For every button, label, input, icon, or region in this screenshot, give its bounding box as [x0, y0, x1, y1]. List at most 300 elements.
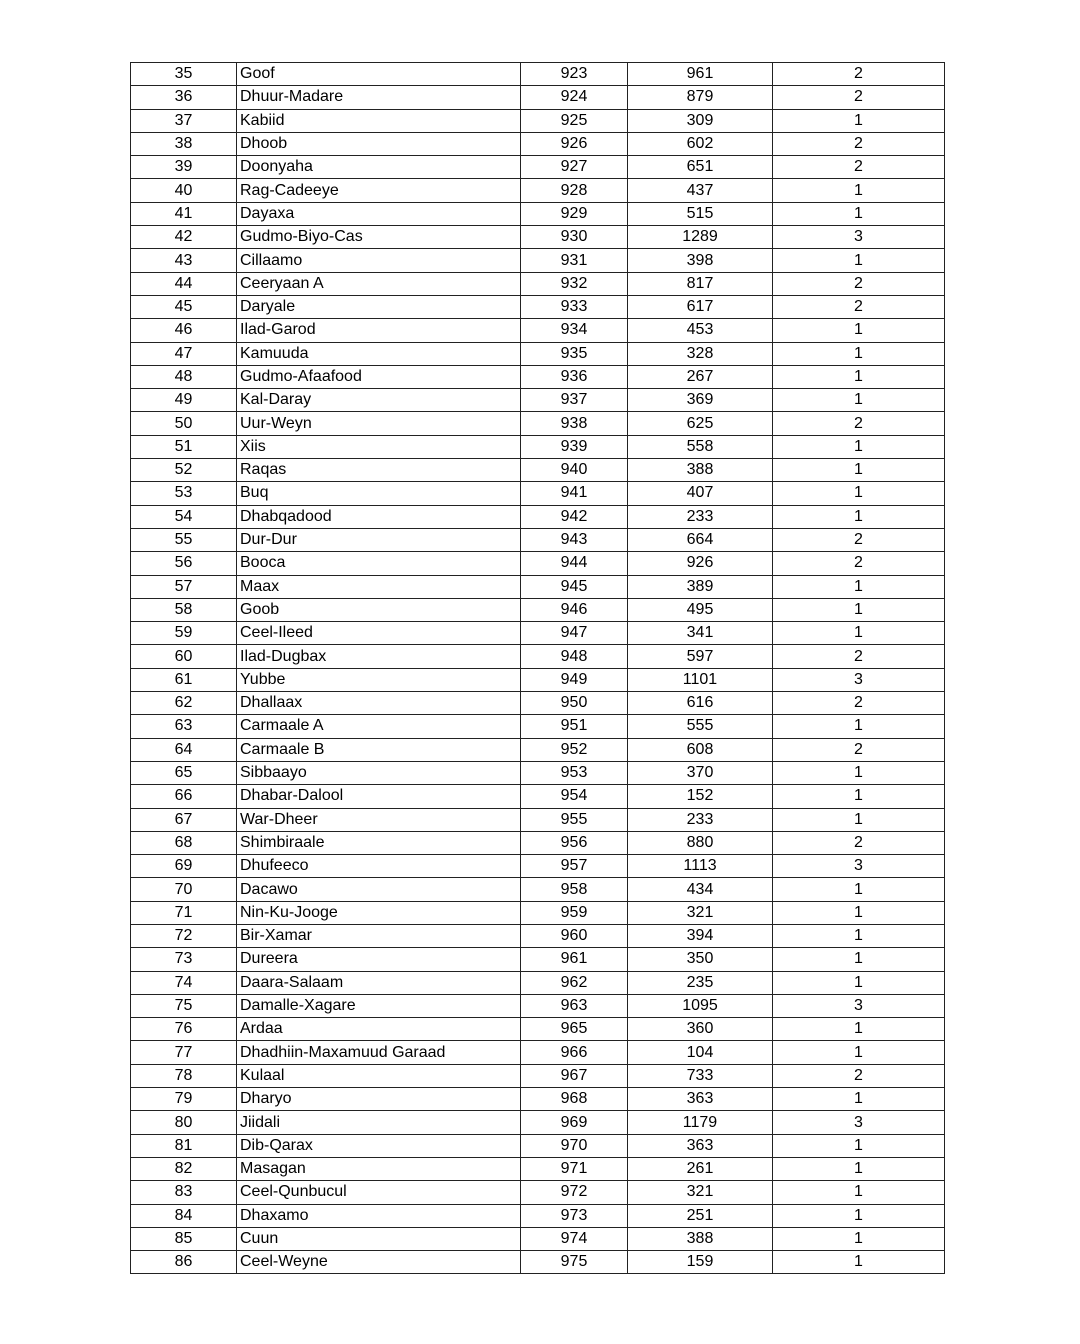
row-number-cell: 41: [131, 202, 237, 225]
location-name-cell: Xiis: [237, 435, 521, 458]
table-row: [131, 808, 945, 831]
code-cell: 957: [521, 855, 628, 878]
row-number-cell: 47: [131, 342, 237, 365]
category-cell: 3: [773, 1111, 945, 1134]
category-cell: 1: [773, 971, 945, 994]
count-cell: 251: [628, 1204, 773, 1227]
category-cell: 1: [773, 1157, 945, 1180]
row-number-cell: 74: [131, 971, 237, 994]
category-cell: 1: [773, 342, 945, 365]
code-cell: 928: [521, 179, 628, 202]
category-cell: 2: [773, 692, 945, 715]
count-cell: 617: [628, 295, 773, 318]
category-cell: 1: [773, 761, 945, 784]
category-cell: 2: [773, 295, 945, 318]
row-number-cell: 45: [131, 295, 237, 318]
count-cell: 360: [628, 1018, 773, 1041]
code-cell: 926: [521, 132, 628, 155]
code-cell: 933: [521, 295, 628, 318]
code-cell: 948: [521, 645, 628, 668]
code-cell: 924: [521, 86, 628, 109]
row-number-cell: 67: [131, 808, 237, 831]
code-cell: 963: [521, 994, 628, 1017]
count-cell: 341: [628, 622, 773, 645]
count-cell: 388: [628, 459, 773, 482]
location-name-cell: Gudmo-Biyo-Cas: [237, 226, 521, 249]
location-name-cell: Doonyaha: [237, 156, 521, 179]
row-number-cell: 76: [131, 1018, 237, 1041]
table-row: [131, 831, 945, 854]
table-row: [131, 598, 945, 621]
row-number-cell: 39: [131, 156, 237, 179]
location-name-cell: Gudmo-Afaafood: [237, 365, 521, 388]
row-number-cell: 86: [131, 1251, 237, 1274]
table-row: [131, 1111, 945, 1134]
category-cell: 1: [773, 1134, 945, 1157]
table-row: [131, 528, 945, 551]
category-cell: 2: [773, 86, 945, 109]
category-cell: 2: [773, 132, 945, 155]
code-cell: 939: [521, 435, 628, 458]
count-cell: 453: [628, 319, 773, 342]
count-cell: 651: [628, 156, 773, 179]
code-cell: 944: [521, 552, 628, 575]
table-row: [131, 575, 945, 598]
table-row: [131, 1018, 945, 1041]
table-row: [131, 202, 945, 225]
location-name-cell: Dur-Dur: [237, 528, 521, 551]
location-name-cell: Uur-Weyn: [237, 412, 521, 435]
code-cell: 946: [521, 598, 628, 621]
category-cell: 2: [773, 272, 945, 295]
table-row: [131, 785, 945, 808]
row-number-cell: 75: [131, 994, 237, 1017]
table-row: [131, 295, 945, 318]
code-cell: 971: [521, 1157, 628, 1180]
table-row: [131, 971, 945, 994]
count-cell: 388: [628, 1227, 773, 1250]
table-row: [131, 109, 945, 132]
category-cell: 2: [773, 831, 945, 854]
code-cell: 965: [521, 1018, 628, 1041]
count-cell: 398: [628, 249, 773, 272]
table-row: [131, 668, 945, 691]
count-cell: 1179: [628, 1111, 773, 1134]
code-cell: 968: [521, 1088, 628, 1111]
row-number-cell: 80: [131, 1111, 237, 1134]
category-cell: 1: [773, 1018, 945, 1041]
row-number-cell: 78: [131, 1064, 237, 1087]
count-cell: 879: [628, 86, 773, 109]
row-number-cell: 69: [131, 855, 237, 878]
row-number-cell: 53: [131, 482, 237, 505]
code-cell: 959: [521, 901, 628, 924]
category-cell: 1: [773, 435, 945, 458]
location-name-cell: Dhuur-Madare: [237, 86, 521, 109]
count-cell: 309: [628, 109, 773, 132]
table-row: [131, 878, 945, 901]
table-row: [131, 1181, 945, 1204]
count-cell: 369: [628, 389, 773, 412]
code-cell: 947: [521, 622, 628, 645]
count-cell: 389: [628, 575, 773, 598]
table-row: [131, 715, 945, 738]
row-number-cell: 81: [131, 1134, 237, 1157]
row-number-cell: 37: [131, 109, 237, 132]
location-name-cell: Dhallaax: [237, 692, 521, 715]
location-name-cell: Cuun: [237, 1227, 521, 1250]
location-name-cell: War-Dheer: [237, 808, 521, 831]
category-cell: 1: [773, 249, 945, 272]
row-number-cell: 63: [131, 715, 237, 738]
location-name-cell: Dhadhiin-Maxamuud Garaad: [237, 1041, 521, 1064]
code-cell: 970: [521, 1134, 628, 1157]
code-cell: 953: [521, 761, 628, 784]
table-row: [131, 482, 945, 505]
count-cell: 961: [628, 63, 773, 86]
count-cell: 159: [628, 1251, 773, 1274]
location-name-cell: Kabiid: [237, 109, 521, 132]
row-number-cell: 54: [131, 505, 237, 528]
row-number-cell: 49: [131, 389, 237, 412]
category-cell: 1: [773, 924, 945, 947]
row-number-cell: 38: [131, 132, 237, 155]
location-name-cell: Shimbiraale: [237, 831, 521, 854]
row-number-cell: 61: [131, 668, 237, 691]
table-row: [131, 319, 945, 342]
table-row: [131, 459, 945, 482]
row-number-cell: 59: [131, 622, 237, 645]
location-name-cell: Kamuuda: [237, 342, 521, 365]
code-cell: 972: [521, 1181, 628, 1204]
row-number-cell: 83: [131, 1181, 237, 1204]
code-cell: 973: [521, 1204, 628, 1227]
location-name-cell: Ilad-Dugbax: [237, 645, 521, 668]
category-cell: 2: [773, 412, 945, 435]
category-cell: 1: [773, 179, 945, 202]
table-row: [131, 552, 945, 575]
location-name-cell: Ardaa: [237, 1018, 521, 1041]
location-name-cell: Damalle-Xagare: [237, 994, 521, 1017]
row-number-cell: 48: [131, 365, 237, 388]
code-cell: 942: [521, 505, 628, 528]
code-cell: 936: [521, 365, 628, 388]
row-number-cell: 73: [131, 948, 237, 971]
code-cell: 955: [521, 808, 628, 831]
location-name-cell: Ceeryaan A: [237, 272, 521, 295]
count-cell: 817: [628, 272, 773, 295]
code-cell: 938: [521, 412, 628, 435]
count-cell: 1113: [628, 855, 773, 878]
row-number-cell: 36: [131, 86, 237, 109]
location-name-cell: Rag-Cadeeye: [237, 179, 521, 202]
count-cell: 328: [628, 342, 773, 365]
table-row: [131, 692, 945, 715]
location-name-cell: Dib-Qarax: [237, 1134, 521, 1157]
table-row: [131, 1041, 945, 1064]
category-cell: 1: [773, 202, 945, 225]
category-cell: 2: [773, 528, 945, 551]
location-name-cell: Dhufeeco: [237, 855, 521, 878]
table-row: [131, 622, 945, 645]
count-cell: 434: [628, 878, 773, 901]
code-cell: 940: [521, 459, 628, 482]
table-row: [131, 1251, 945, 1274]
table-row: [131, 412, 945, 435]
location-name-cell: Cillaamo: [237, 249, 521, 272]
count-cell: 350: [628, 948, 773, 971]
category-cell: 2: [773, 738, 945, 761]
code-cell: 952: [521, 738, 628, 761]
category-cell: 1: [773, 1251, 945, 1274]
table-row: [131, 1227, 945, 1250]
count-cell: 608: [628, 738, 773, 761]
category-cell: 3: [773, 994, 945, 1017]
count-cell: 437: [628, 179, 773, 202]
category-cell: 3: [773, 668, 945, 691]
count-cell: 394: [628, 924, 773, 947]
category-cell: 1: [773, 878, 945, 901]
table-row: [131, 156, 945, 179]
location-name-cell: Ceel-Weyne: [237, 1251, 521, 1274]
category-cell: 2: [773, 552, 945, 575]
count-cell: 625: [628, 412, 773, 435]
table-body: [131, 63, 945, 1274]
table-row: [131, 272, 945, 295]
table-row: [131, 645, 945, 668]
count-cell: 880: [628, 831, 773, 854]
code-cell: 950: [521, 692, 628, 715]
code-cell: 929: [521, 202, 628, 225]
row-number-cell: 51: [131, 435, 237, 458]
code-cell: 974: [521, 1227, 628, 1250]
location-name-cell: Goof: [237, 63, 521, 86]
row-number-cell: 79: [131, 1088, 237, 1111]
category-cell: 1: [773, 622, 945, 645]
code-cell: 962: [521, 971, 628, 994]
code-cell: 930: [521, 226, 628, 249]
location-name-cell: Daryale: [237, 295, 521, 318]
category-cell: 1: [773, 1227, 945, 1250]
code-cell: 927: [521, 156, 628, 179]
location-name-cell: Jiidali: [237, 1111, 521, 1134]
location-name-cell: Dharyo: [237, 1088, 521, 1111]
code-cell: 958: [521, 878, 628, 901]
code-cell: 960: [521, 924, 628, 947]
count-cell: 926: [628, 552, 773, 575]
count-cell: 267: [628, 365, 773, 388]
table-row: [131, 1088, 945, 1111]
count-cell: 261: [628, 1157, 773, 1180]
category-cell: 1: [773, 1088, 945, 1111]
count-cell: 1289: [628, 226, 773, 249]
location-name-cell: Dacawo: [237, 878, 521, 901]
table-row: [131, 901, 945, 924]
code-cell: 935: [521, 342, 628, 365]
location-name-cell: Ceel-Ileed: [237, 622, 521, 645]
code-cell: 925: [521, 109, 628, 132]
code-cell: 943: [521, 528, 628, 551]
row-number-cell: 85: [131, 1227, 237, 1250]
table-row: [131, 86, 945, 109]
count-cell: 363: [628, 1088, 773, 1111]
row-number-cell: 72: [131, 924, 237, 947]
location-name-cell: Kal-Daray: [237, 389, 521, 412]
count-cell: 152: [628, 785, 773, 808]
category-cell: 1: [773, 575, 945, 598]
table-row: [131, 1134, 945, 1157]
location-name-cell: Ceel-Qunbucul: [237, 1181, 521, 1204]
location-name-cell: Dureera: [237, 948, 521, 971]
table-row: [131, 226, 945, 249]
code-cell: 937: [521, 389, 628, 412]
location-name-cell: Booca: [237, 552, 521, 575]
count-cell: 233: [628, 505, 773, 528]
row-number-cell: 55: [131, 528, 237, 551]
table-row: [131, 389, 945, 412]
count-cell: 616: [628, 692, 773, 715]
location-name-cell: Masagan: [237, 1157, 521, 1180]
table-row: [131, 342, 945, 365]
category-cell: 2: [773, 63, 945, 86]
code-cell: 969: [521, 1111, 628, 1134]
table-row: [131, 1204, 945, 1227]
table-row: [131, 505, 945, 528]
category-cell: 1: [773, 808, 945, 831]
table-row: [131, 948, 945, 971]
row-number-cell: 40: [131, 179, 237, 202]
location-name-cell: Buq: [237, 482, 521, 505]
table-row: [131, 179, 945, 202]
category-cell: 1: [773, 319, 945, 342]
row-number-cell: 43: [131, 249, 237, 272]
count-cell: 664: [628, 528, 773, 551]
location-name-cell: Dhaxamo: [237, 1204, 521, 1227]
table-row: [131, 738, 945, 761]
row-number-cell: 44: [131, 272, 237, 295]
category-cell: 1: [773, 459, 945, 482]
location-name-cell: Raqas: [237, 459, 521, 482]
location-name-cell: Carmaale B: [237, 738, 521, 761]
row-number-cell: 82: [131, 1157, 237, 1180]
location-name-cell: Goob: [237, 598, 521, 621]
code-cell: 931: [521, 249, 628, 272]
table-row: [131, 924, 945, 947]
location-name-cell: Dhoob: [237, 132, 521, 155]
category-cell: 2: [773, 645, 945, 668]
location-name-cell: Dhabar-Dalool: [237, 785, 521, 808]
count-cell: 597: [628, 645, 773, 668]
location-name-cell: Carmaale A: [237, 715, 521, 738]
row-number-cell: 60: [131, 645, 237, 668]
category-cell: 1: [773, 1181, 945, 1204]
category-cell: 3: [773, 855, 945, 878]
category-cell: 1: [773, 1204, 945, 1227]
category-cell: 1: [773, 389, 945, 412]
code-cell: 932: [521, 272, 628, 295]
count-cell: 495: [628, 598, 773, 621]
count-cell: 558: [628, 435, 773, 458]
location-name-cell: Sibbaayo: [237, 761, 521, 784]
count-cell: 104: [628, 1041, 773, 1064]
code-cell: 961: [521, 948, 628, 971]
row-number-cell: 52: [131, 459, 237, 482]
table-row: [131, 1157, 945, 1180]
category-cell: 1: [773, 715, 945, 738]
data-table: [130, 62, 945, 1274]
count-cell: 370: [628, 761, 773, 784]
row-number-cell: 57: [131, 575, 237, 598]
code-cell: 967: [521, 1064, 628, 1087]
location-name-cell: Kulaal: [237, 1064, 521, 1087]
location-name-cell: Daara-Salaam: [237, 971, 521, 994]
row-number-cell: 50: [131, 412, 237, 435]
row-number-cell: 77: [131, 1041, 237, 1064]
code-cell: 934: [521, 319, 628, 342]
location-name-cell: Ilad-Garod: [237, 319, 521, 342]
row-number-cell: 42: [131, 226, 237, 249]
table-row: [131, 63, 945, 86]
table-row: [131, 249, 945, 272]
table-row: [131, 761, 945, 784]
row-number-cell: 66: [131, 785, 237, 808]
count-cell: 233: [628, 808, 773, 831]
table-row: [131, 994, 945, 1017]
row-number-cell: 58: [131, 598, 237, 621]
category-cell: 1: [773, 1041, 945, 1064]
category-cell: 1: [773, 948, 945, 971]
code-cell: 956: [521, 831, 628, 854]
row-number-cell: 84: [131, 1204, 237, 1227]
table-row: [131, 365, 945, 388]
category-cell: 1: [773, 365, 945, 388]
table-row: [131, 1064, 945, 1087]
count-cell: 733: [628, 1064, 773, 1087]
count-cell: 321: [628, 1181, 773, 1204]
row-number-cell: 46: [131, 319, 237, 342]
count-cell: 515: [628, 202, 773, 225]
code-cell: 966: [521, 1041, 628, 1064]
code-cell: 945: [521, 575, 628, 598]
count-cell: 407: [628, 482, 773, 505]
count-cell: 555: [628, 715, 773, 738]
code-cell: 975: [521, 1251, 628, 1274]
count-cell: 363: [628, 1134, 773, 1157]
table-row: [131, 132, 945, 155]
category-cell: 1: [773, 785, 945, 808]
row-number-cell: 56: [131, 552, 237, 575]
location-name-cell: Maax: [237, 575, 521, 598]
category-cell: 3: [773, 226, 945, 249]
code-cell: 954: [521, 785, 628, 808]
count-cell: 321: [628, 901, 773, 924]
location-name-cell: Yubbe: [237, 668, 521, 691]
location-name-cell: Dhabqadood: [237, 505, 521, 528]
category-cell: 1: [773, 598, 945, 621]
count-cell: 1095: [628, 994, 773, 1017]
code-cell: 941: [521, 482, 628, 505]
location-name-cell: Bir-Xamar: [237, 924, 521, 947]
row-number-cell: 71: [131, 901, 237, 924]
row-number-cell: 62: [131, 692, 237, 715]
category-cell: 1: [773, 482, 945, 505]
row-number-cell: 70: [131, 878, 237, 901]
count-cell: 235: [628, 971, 773, 994]
row-number-cell: 64: [131, 738, 237, 761]
location-name-cell: Nin-Ku-Jooge: [237, 901, 521, 924]
code-cell: 949: [521, 668, 628, 691]
row-number-cell: 68: [131, 831, 237, 854]
